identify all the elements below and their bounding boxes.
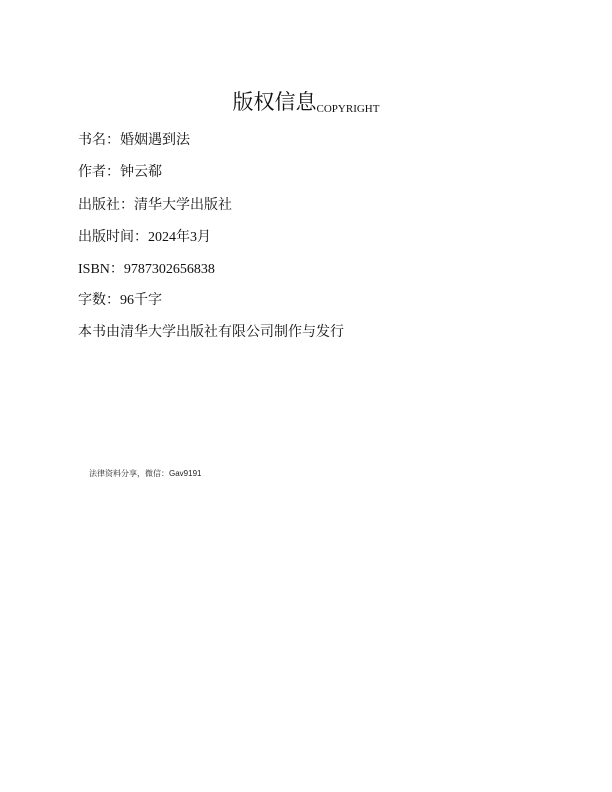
book-name-line: 书名：婚姻遇到法 (78, 133, 190, 148)
author-line: 作者：钟云郗 (78, 165, 162, 180)
footer-note: 法律资料分享，微信：Gav9191 (89, 469, 202, 478)
isbn-line: ISBN：9787302656838 (78, 262, 215, 277)
publish-date-line: 出版时间：2024年3月 (78, 230, 211, 245)
word-count-line: 字数：96千字 (78, 293, 162, 308)
title-main: 版权信息 (232, 90, 317, 114)
page-title (0, 86, 612, 116)
publisher-line: 出版社：清华大学出版社 (78, 198, 232, 213)
publisher-statement: 本书由清华大学出版社有限公司制作与发行 (78, 325, 344, 340)
title-subscript: COPYRIGHT (316, 103, 380, 115)
